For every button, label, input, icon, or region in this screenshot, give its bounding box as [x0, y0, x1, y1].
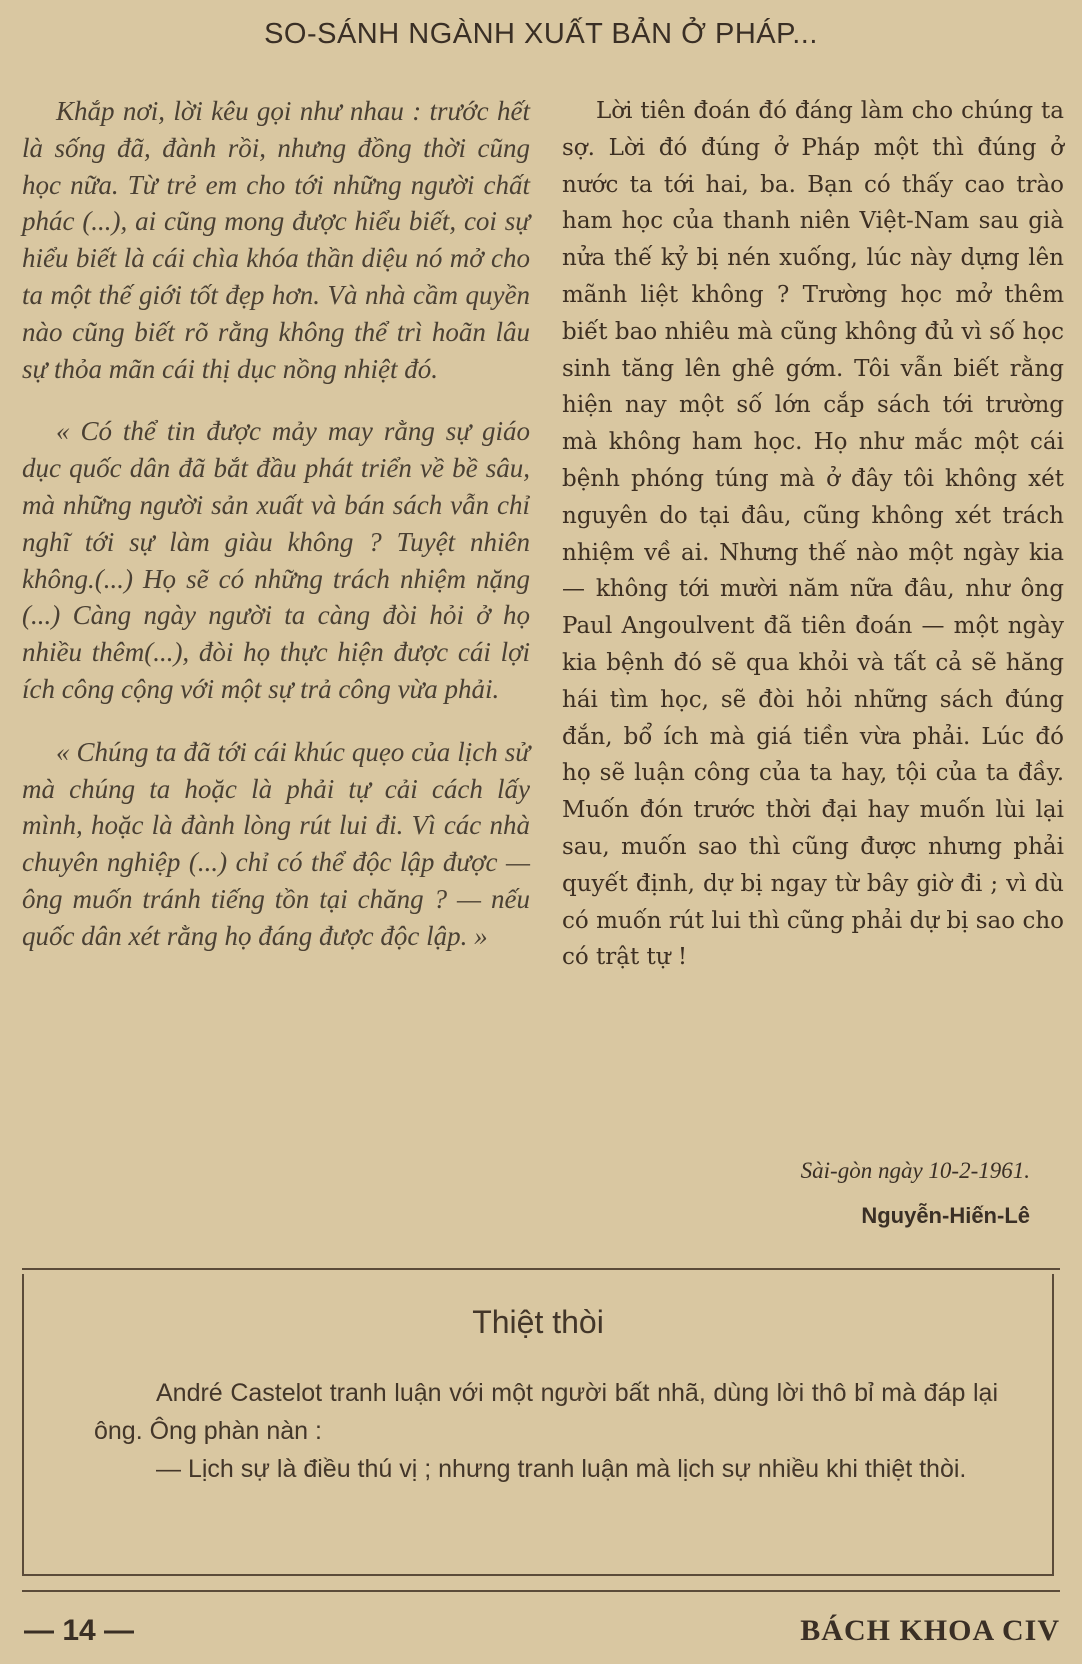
divider-rule: [22, 1268, 1060, 1270]
quoted-paragraph: « Có thể tin được mảy may rằng sự giáo dục quốc dân đã bắt đầu phát triển về bề sâu, mà những người sản xuất và bán sách vẫn chỉ nghĩ tới sự làm giàu không ? Tuyệt nhiên không.(...) Họ sẽ có những trách nhiệm nặng (...) Càng ngày người ta càng đòi hỏi ở họ nhiều thêm(...), đòi họ thực hiện được cái lợi ích công cộng với một sự trả công vừa phải.: [22, 416, 530, 704]
anecdote-paragraph: André Castelot tranh luận với một người bất nhã, dùng lời thô bỉ mà đáp lại ông. Ông phàn nàn :: [94, 1379, 998, 1445]
author-signature: Nguyễn-Hiến-Lê: [861, 1203, 1030, 1228]
anecdote-paragraph: — Lịch sự là điều thú vị ; nhưng tranh luận mà lịch sự nhiều khi thiệt thòi.: [156, 1455, 967, 1483]
anecdote-box: [22, 1274, 1054, 1576]
page-number: — 14 —: [24, 1614, 135, 1647]
quoted-paragraph: « Chúng ta đã tới cái khúc quẹo của lịch sử mà chúng ta hoặc là phải tự cải cách lấy mình, hoặc là đành lòng rút lui đi. Vì các nhà chuyên nghiệp (...) chỉ có thể độc lập được — ông muốn tránh tiếng tồn tại chăng ? — nếu quốc dân xét rằng họ đáng được độc lập. »: [22, 736, 530, 951]
anecdote-text: [94, 1374, 998, 1488]
body-paragraph: Lời tiên đoán đó đáng làm cho chúng ta sợ. Lời đó đúng ở Pháp một thì đúng ở nước ta tới hai, ba. Bạn có thấy cao trào ham học của thanh niên Việt-Nam sau già nửa thế kỷ bị nén xuống, lúc này dựng lên mãnh liệt không ? Trường học mở thêm biết bao nhiêu mà cũng không đủ vì số học sinh tăng lên ghê gớm. Tôi vẫn biết rằng hiện nay một số lớn cắp sách tới trường mà không ham học. Họ như mắc một cái bệnh phóng túng mà ở đây tôi không xét nguyên do tại đâu, cũng không xét trách nhiệm về ai. Nhưng thế nào một ngày kia — không tới mười năm nữa đâu, như ông Paul Angoulvent đã tiên đoán — một ngày kia bệnh đó sẽ qua khỏi và tất cả sẽ hăng hái tìm học, sẽ đòi hỏi những sách đúng đắn, bổ ích mà giá tiền vừa phải. Lúc đó họ sẽ luận công của ta hay, tội của ta đầy. Muốn đón trước thời đại hay muốn lùi lại sau, muốn sao thì cũng được nhưng phải quyết định, dự bị ngay từ bây giờ đi ; vì dù có muốn rút lui thì cũng phải dự bị sao cho có trật tự !: [562, 98, 1064, 971]
left-column: [22, 93, 530, 981]
dateline: Sài-gòn ngày 10-2-1961.: [800, 1158, 1030, 1183]
footer-rule: [22, 1590, 1060, 1592]
right-column: [562, 93, 1064, 976]
running-header: SO-SÁNH NGÀNH XUẤT BẢN Ở PHÁP...: [264, 18, 818, 50]
anecdote-title: Thiệt thòi: [472, 1304, 604, 1340]
quoted-paragraph: Khắp nơi, lời kêu gọi như nhau : trước hết là sống đã, đành rồi, nhưng đồng thời cũng học nữa. Từ trẻ em cho tới những người chất phác (...), ai cũng mong được hiểu biết, coi sự hiểu biết là cái chìa khóa thần diệu nó mở cho ta một thế giới tốt đẹp hơn. Và nhà cầm quyền nào cũng biết rõ rằng không thể trì hoãn lâu sự thỏa mãn cái thị dục nồng nhiệt đó.: [22, 96, 530, 384]
publication-name: BÁCH KHOA CIV: [800, 1614, 1060, 1647]
